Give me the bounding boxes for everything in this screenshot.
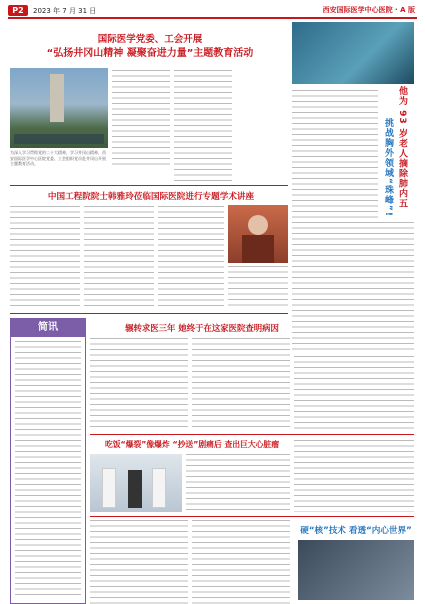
article6-text-col2 [192,520,290,604]
article3-text-col4 [228,266,288,310]
article5-text-col1 [186,454,290,512]
article4-text-col2 [192,338,290,430]
article1-caption: 为深入学习贯彻党的二十大精神，学习井冈山精神，西安国际医学中心医院党委、工会组织党员赴井冈山开展主题教育活动。 [10,150,106,167]
brief-title: 简讯 [11,319,85,337]
page-number-badge: P2 [8,5,28,16]
article2-title-vertical-1: 他为 93 岁老人摘除肺内五 [397,86,407,209]
monument-shape [50,74,64,122]
doctor-figure [102,468,116,508]
issue-date: 2023 年 7 月 31 日 [33,7,97,15]
article5-title: 吃饭“爆裂”像爆炸 “抄送”剧痛后 查出巨大心脏瘤 [104,440,280,449]
article4-text-col3 [294,356,414,430]
article2-title-vertical-2: 挑战胸外领域“珠峰”! [383,118,393,217]
article2-text-col1 [292,90,378,218]
article1-title: “弘扬井冈山精神 凝聚奋进力量”主题教育活动 [46,48,254,59]
article6-title: 硬“核”技术 看透“内心世界” [300,526,412,536]
article6-text-col1 [90,520,188,604]
masthead: 西安国际医学中心医院 · A 版 [322,6,415,14]
divider-1 [10,185,288,186]
brief-box [10,318,86,604]
article2-text-col2 [292,222,414,352]
header-rule [8,17,417,19]
article5-text-col2 [294,440,414,512]
article3-text-col1 [10,206,80,310]
article4-text-col1 [90,338,188,430]
article5-photo [90,454,182,512]
divider-4 [90,516,414,517]
article1-text-col1 [112,70,170,166]
article3-text-col3 [158,206,224,310]
article4-kicker: 辗转求医三年 她终于在这家医院查明病因 [125,323,279,333]
article1-kicker: 国际医学党委、工会开展 [97,34,203,45]
group-people [14,134,104,144]
article1-photo [10,68,108,148]
article3-text-col2 [84,206,154,310]
brief-text [15,341,81,596]
article1-text-col2 [174,70,232,182]
doctor-figure-2 [152,468,166,508]
article3-title: 中国工程院院士韩雅玲莅临国际医院进行专题学术讲座 [47,192,255,202]
speaker-body [242,235,274,263]
patient-figure [128,470,142,508]
divider-2 [10,313,288,314]
article2-photo [292,22,414,84]
article6-photo [298,540,414,600]
article3-photo [228,205,288,263]
speaker-head [248,215,268,235]
divider-3 [90,434,414,435]
